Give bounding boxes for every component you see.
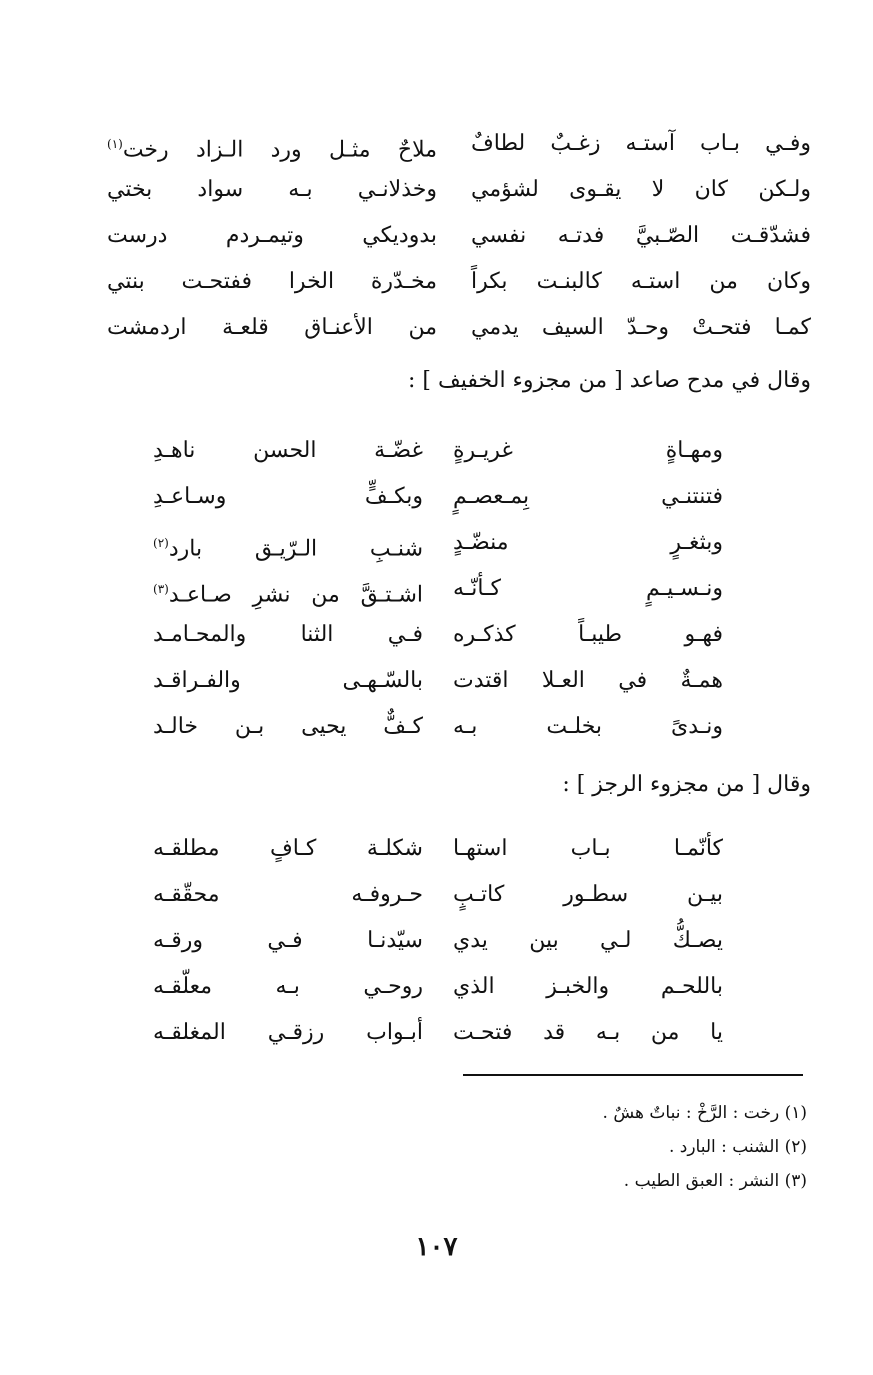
verse-first-hemistich: يصـكُّ لـي بين يدي (453, 928, 723, 953)
verse-second-hemistich (153, 566, 423, 618)
verse-line (153, 428, 723, 474)
footnotes (603, 1096, 807, 1198)
verse-second-hemistich: وخذلانـي بـه سواد بختي (107, 177, 437, 202)
hemistich-text: شنـبِ الـرّيـق بارد (168, 536, 423, 562)
section-heading: وقال في مدح صاعد [ من مجزوء الخفيف ] : (408, 368, 811, 393)
verse-first-hemistich: ومهـاةٍ غريـرةٍ (453, 438, 723, 463)
verse-second-hemistich: وبكـفٍّ وسـاعـدِ (153, 484, 423, 509)
verse-first-hemistich: فشدّقـت الصّـبيَّ فدتـه نفسي (471, 223, 811, 248)
footnote: (١) رخت : الرَّخْ : نباتٌ هشٌ . (602, 1103, 807, 1123)
verse-line (107, 213, 811, 259)
verse-first-hemistich: فتنتنـي بِمـعصـمٍ (453, 484, 723, 509)
verse-line (153, 566, 723, 612)
verse-first-hemistich: فهـو طيبـاً كذكـره (453, 622, 723, 647)
verse-first-hemistich: كمـا فتحـتْ وحـدّ السيف يدمي (471, 315, 811, 340)
verse-line (153, 964, 723, 1010)
verse-first-hemistich: ونـدىً بخلـت بـه (453, 714, 723, 739)
poem-3 (153, 826, 723, 1056)
verse-first-hemistich: كأنّمـا بـاب استهـا (453, 836, 723, 861)
poem-1 (107, 121, 811, 351)
hemistich-text: ملاحٌ مثـل ورد الـزاد رخت (122, 137, 437, 163)
verse-first-hemistich: باللحـم والخبـز الذي (453, 974, 723, 999)
verse-second-hemistich: من الأعنـاق قلعـة اردمشت (107, 315, 437, 340)
verse-first-hemistich: وكان من استـه كالبنـت بكراً (471, 269, 811, 294)
verse-first-hemistich: وبثغـرٍ منضّـدٍ (453, 530, 723, 555)
footnote-marker: (٣) (153, 582, 169, 596)
page-number: ١٠٧ (415, 1232, 458, 1262)
footnote-separator (463, 1074, 803, 1076)
verse-line (107, 305, 811, 351)
footnote-marker: (١) (107, 137, 123, 151)
verse-line (153, 612, 723, 658)
verse-line (153, 658, 723, 704)
verse-second-hemistich: غضّـة الحسن ناهـدِ (153, 438, 423, 463)
section-heading: وقال [ من مجزوء الرجز ] : (562, 772, 811, 797)
verse-first-hemistich: همـةٌ في العـلا اقتدت (453, 668, 723, 693)
verse-first-hemistich: ولـكن كان لا يقـوى لشؤمي (471, 177, 811, 202)
verse-second-hemistich (153, 520, 423, 572)
verse-second-hemistich: روحـي بـه معلّقـه (153, 974, 423, 999)
verse-first-hemistich: ونـسـيـمٍ كـأنّـه (453, 576, 723, 601)
verse-line (153, 1010, 723, 1056)
verse-second-hemistich: بالسّـهـى والفـراقـد (153, 668, 423, 693)
verse-line (107, 167, 811, 213)
verse-second-hemistich (107, 121, 437, 173)
verse-first-hemistich: وفـي بـاب آستـه زغـبٌ لطافٌ (471, 131, 811, 156)
verse-second-hemistich: أبـواب رزقـي المغلقـه (153, 1020, 423, 1045)
verse-line (153, 872, 723, 918)
verse-line (153, 520, 723, 566)
verse-line (153, 826, 723, 872)
verse-second-hemistich: شكلـة كـافٍ مطلقـه (153, 836, 423, 861)
verse-line (107, 121, 811, 167)
verse-line (153, 474, 723, 520)
verse-first-hemistich: يا من بـه قد فتحـت (453, 1020, 723, 1045)
hemistich-text: اشـتـقَّ من نشرِ صـاعـد (168, 582, 423, 608)
verse-second-hemistich: كـفٌّ يحيى بـن خالـد (153, 714, 423, 739)
verse-second-hemistich: بدوديكي وتيمـردم درست (107, 223, 437, 248)
footnote: (٢) الشنب : البارد . (668, 1137, 807, 1157)
verse-second-hemistich: مخـدّرة الخرا ففتحـت بنتي (107, 269, 437, 294)
verse-second-hemistich: حـروفـه محقّقـه (153, 882, 423, 907)
footnote: (٣) النشر : العبق الطيب . (623, 1171, 807, 1191)
verse-line (107, 259, 811, 305)
verse-line (153, 918, 723, 964)
verse-second-hemistich: سيّدنـا فـي ورقـه (153, 928, 423, 953)
verse-line (153, 704, 723, 750)
verse-second-hemistich: فـي الثنا والمحـامـد (153, 622, 423, 647)
footnote-marker: (٢) (153, 536, 169, 550)
verse-first-hemistich: بيـن سطـور كاتـبٍ (453, 882, 723, 907)
poem-2 (153, 428, 723, 750)
